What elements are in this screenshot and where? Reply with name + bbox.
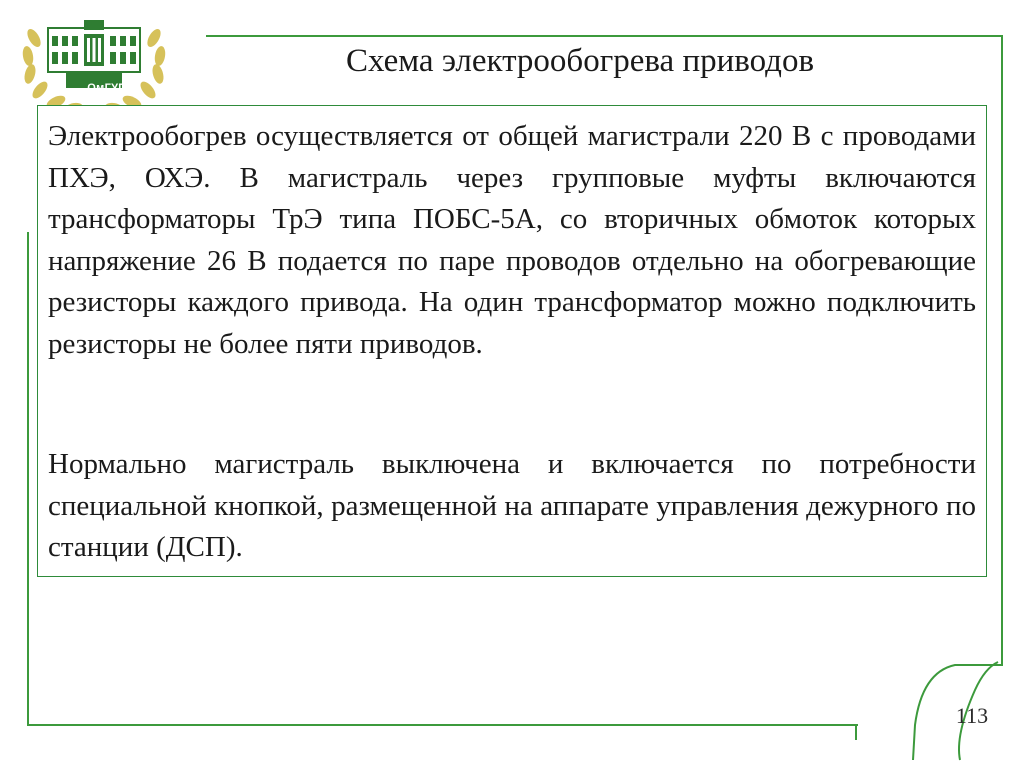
university-logo [14, 8, 174, 118]
content-box [37, 105, 987, 577]
logo-label: ОмГУПС [87, 82, 135, 94]
paragraph-1: Электрообогрев осуществляется от общей магистрали 220 В с проводами ПХЭ, ОХЭ. В магистраль через групповые муфты включаются трансформаторы ТрЭ типа ПОБС-5А, со вторичных обмоток которых напряжение 26 В подается по паре проводов отдельно на обогревающие резисторы каждого привода. На один трансформатор можно подключить резисторы не более пяти приводов. [48, 120, 976, 360]
page-number: 113 [955, 703, 989, 728]
paragraph-2: Нормально магистраль выключена и включается по потребности специальной кнопкой, размещенной на аппарате управления дежурного по станции (ДСП). [48, 448, 976, 563]
page-title: Схема электрообогрева приводов [345, 43, 815, 79]
university-laurel-logo-icon [14, 8, 174, 118]
